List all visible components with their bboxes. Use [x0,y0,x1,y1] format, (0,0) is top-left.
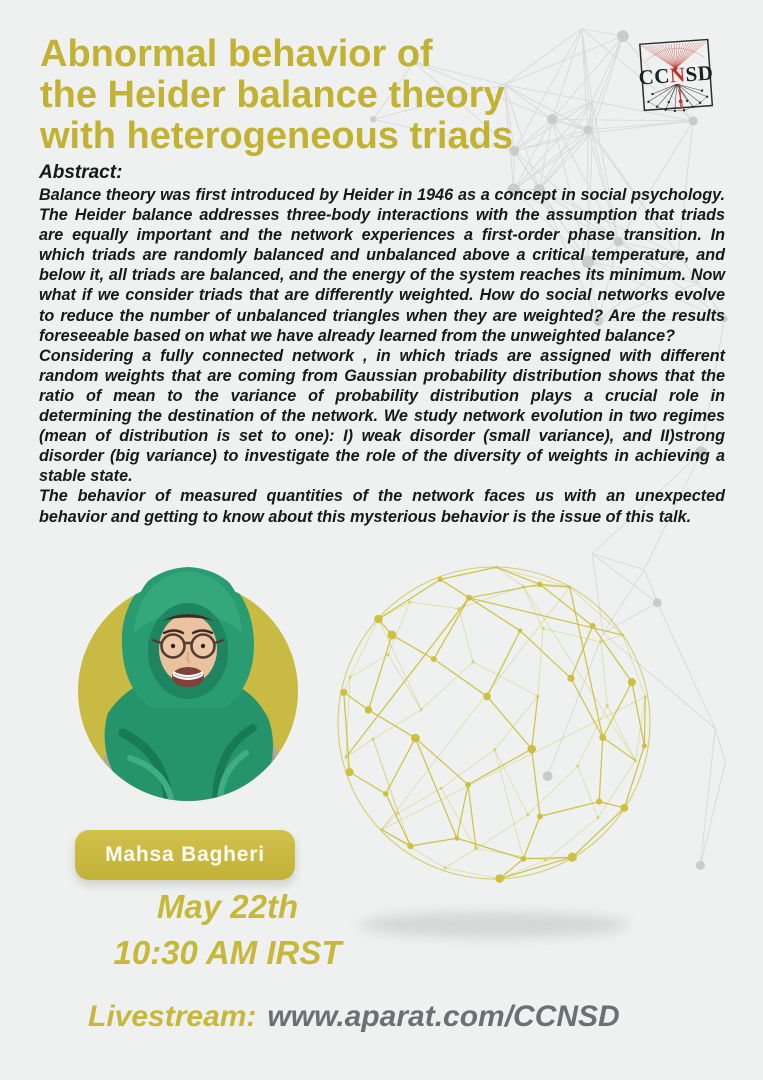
network-sphere-graphic [320,550,680,950]
speaker-name-badge [75,830,295,880]
abstract-section [39,161,725,527]
poster-title [40,34,513,157]
speaker-portrait-graphic [68,553,318,818]
logo-text-pre: CC [637,63,671,90]
logo-text-mid: N [669,62,687,88]
speaker-name: Mahsa Bagheri [105,843,265,866]
livestream-info [88,1000,620,1034]
abstract-heading: Abstract: [39,162,123,183]
abstract-paragraph: Considering a fully connected network , in which triads are assigned with different random weights that are coming from Gaussian probability distribution shows that the ratio of mean to the variance of probability distribution plays a crucial role in determining the destination of the network. We study network evolution in two regimes (mean of distribution is set to one): I) weak disorder (small variance), and II)strong disorder (big variance) to investigate the role of the diversity of weights in achieving a stable state. [39,346,725,486]
event-date: May 22th [156,888,299,925]
poster-title-line: with heterogeneous triads [40,115,513,157]
speaker-photo [68,553,318,818]
event-time: 10:30 AM IRST [113,934,342,971]
poster-title-line: the Heider balance theory [40,74,505,116]
abstract-paragraph: The behavior of measured quantities of the network faces us with an unexpected behavior and getting to know about this mysterious behavior is the issue of this talk. [39,487,725,526]
logo-text-post: SD [684,60,715,87]
ccnsd-logo [630,28,722,120]
abstract-paragraph: Balance theory was first introduced by Heider in 1946 as a concept in social psychology. The Heider balance addresses three-body interactions with the assumption that triads are equally important and the network experiences a first-order phase transition. In which triads are randomly balanced and unbalanced above a critical temperature, and below it, all triads are balanced, and the energy of the system reaches its minimum. Now what if we consider triads that are differently weighted. How do social networks evolve to reduce the number of unbalanced triangles when they are weighted? Are the results foreseeable based on what we have already learned from the unweighted balance? [39,186,725,345]
livestream-label: Livestream: [88,1000,257,1033]
poster-title-line: Abnormal behavior of [40,33,433,75]
livestream-url: www.aparat.com/CCNSD [267,1000,620,1033]
